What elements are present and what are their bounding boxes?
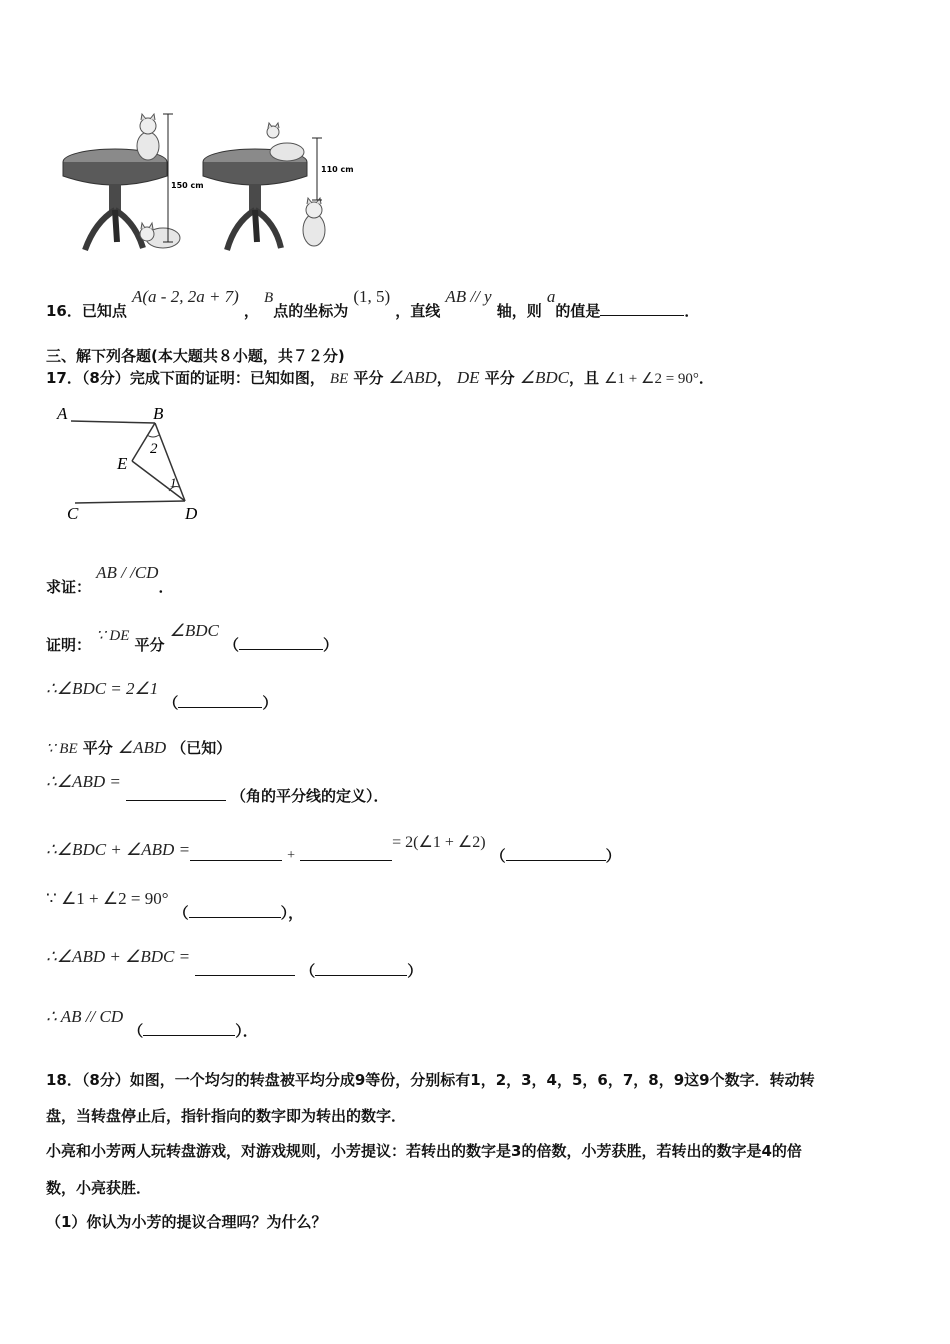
- angle-2-arc: [147, 435, 159, 437]
- q17-geometry-figure: [55, 403, 215, 523]
- label-2: 2: [150, 441, 158, 457]
- left-table-illustration: [63, 114, 180, 250]
- q17-step5-blank-2[interactable]: [300, 846, 392, 861]
- q18-line-1: 18．（8分）如图，一个均匀的转盘被平均分成9等份，分别标有1，2，3，4，5，6，7，8，9这9个数字．转动转: [46, 1071, 815, 1089]
- q17-step5-expr: ∴∠BDC + ∠ABD =: [46, 840, 191, 859]
- q17-proof-step-5: [46, 831, 621, 865]
- q17-de: DE: [456, 368, 480, 387]
- q17-text-3: ，: [436, 369, 452, 387]
- cat-on-floor-icon: [140, 223, 180, 248]
- q17-angle-bdc: ∠BDC: [519, 368, 569, 387]
- q17-prove-end: ．: [158, 578, 174, 596]
- q16-answer-blank[interactable]: [600, 301, 684, 316]
- label-d: D: [185, 504, 198, 523]
- q17-step5-plus: +: [287, 848, 296, 863]
- q17-step6-blank[interactable]: [189, 903, 281, 918]
- q18-line-2: 盘，当转盘停止后，指针指向的数字即为转出的数字．: [46, 1107, 407, 1125]
- question-16: [46, 286, 700, 320]
- tables-cats-figure: [55, 110, 375, 260]
- cat-lying-on-table-icon: [267, 123, 304, 161]
- right-measure-label: 110 cm: [321, 165, 354, 174]
- q17-angle-abd: ∠ABD: [388, 368, 437, 387]
- q17-proof-step-3: [46, 737, 231, 758]
- q17-step1-because: ∵ DE: [96, 628, 130, 644]
- q17-step3-text: 平分: [82, 739, 113, 757]
- q17-prove-label: 求证：: [46, 578, 92, 596]
- q17-be: BE: [329, 371, 349, 387]
- q17-step3-reason: （已知）: [171, 739, 232, 757]
- q17-step4-blank[interactable]: [126, 786, 226, 801]
- question-17-stem: [46, 367, 714, 388]
- q17-condition: ∠1 + ∠2 = 90°: [604, 371, 699, 387]
- label-e: E: [117, 454, 128, 473]
- q17-proof-label: 证明：: [46, 636, 92, 654]
- q17-proof-step-4: [46, 771, 389, 805]
- q17-step5-paren-right: ）: [605, 847, 621, 865]
- q17-step8-expr: ∴ AB // CD: [46, 1007, 124, 1026]
- q17-proof-step-6: [46, 888, 304, 922]
- q17-step4-reason: （角的平分线的定义）．: [231, 787, 389, 805]
- q17-step2-blank[interactable]: [178, 693, 262, 708]
- line-cd: [75, 501, 185, 503]
- left-measure-label: 150 cm: [171, 181, 204, 190]
- q17-step4-expr: ∴∠ABD =: [46, 772, 121, 791]
- q16-number: 16．: [46, 302, 82, 320]
- q16-text-6: 的值是: [555, 302, 601, 320]
- q17-number: 17．: [46, 369, 82, 387]
- q17-step7-paren-left: （: [300, 962, 316, 980]
- q17-step6-expr: ∵ ∠1 + ∠2 = 90°: [46, 889, 169, 908]
- q17-step8-paren-left: （: [128, 1022, 144, 1040]
- q16-point-b: B: [264, 290, 274, 306]
- label-b: B: [153, 404, 164, 423]
- q17-score: （8分）: [81, 369, 130, 387]
- q17-step5-paren-left: （: [490, 847, 506, 865]
- q16-text-2: ，: [243, 302, 259, 320]
- q16-text-4: ，直线: [395, 302, 441, 320]
- right-table-illustration: [203, 123, 325, 250]
- q17-step7-paren-right: ）: [407, 962, 423, 980]
- q17-step3-because: ∵ BE: [46, 741, 78, 757]
- q16-line-ab: AB // y: [445, 287, 492, 306]
- q17-step1-blank[interactable]: [239, 635, 323, 650]
- q16-text-1: 已知点: [81, 302, 127, 320]
- cat-standing-floor-icon: [303, 198, 325, 246]
- q17-proof-step-8: [46, 1006, 258, 1040]
- q17-to-prove: [46, 562, 174, 596]
- q17-step5-blank-3[interactable]: [506, 846, 606, 861]
- q16-text-7: ．: [684, 302, 700, 320]
- q17-step1-text: 平分: [134, 636, 165, 654]
- label-1: 1: [170, 475, 177, 490]
- q16-text-5: 轴，则: [496, 302, 542, 320]
- line-ab: [71, 421, 155, 423]
- label-a: A: [57, 404, 68, 423]
- q17-text-5: ，且: [568, 369, 599, 387]
- q17-text-4: 平分: [484, 369, 515, 387]
- q16-point-a: A(a - 2, 2a + 7): [131, 287, 239, 306]
- q18-line-3: 小亮和小芳两人玩转盘游戏，对游戏规则，小芳提议：若转出的数字是3的倍数，小芳获胜，若转出的数字是4的倍: [46, 1142, 802, 1160]
- q17-step1-paren-right: ）: [322, 636, 338, 654]
- q16-text-3: 点的坐标为: [273, 302, 349, 320]
- q16-coord-b: (1, 5): [353, 287, 391, 306]
- q16-var-a: a: [546, 287, 556, 306]
- q17-text-1: 完成下面的证明：已知如图，: [129, 369, 325, 387]
- q18-subquestion-1: （1）你认为小芳的提议合理吗？为什么？: [46, 1213, 327, 1231]
- q17-text-2: 平分: [353, 369, 384, 387]
- label-c: C: [67, 504, 79, 523]
- section-3-heading: 三、解下列各题(本大题共８小题，共７２分): [46, 347, 345, 365]
- q17-step2-expr: ∴∠BDC = 2∠1: [46, 679, 159, 698]
- q17-step1-paren-left: （: [223, 636, 239, 654]
- q17-proof-step-7: [46, 946, 423, 980]
- q17-text-6: ．: [698, 369, 714, 387]
- q17-step3-angle: ∠ABD: [117, 738, 167, 757]
- cat-on-table-icon: [137, 114, 159, 160]
- q17-step2-paren-left: （: [163, 694, 179, 712]
- q17-step7-expr: ∴∠ABD + ∠BDC =: [46, 947, 191, 966]
- q17-step6-paren-left: （: [173, 904, 189, 922]
- q17-step8-paren-right: ）．: [235, 1022, 258, 1040]
- q17-step6-paren-right: ），: [280, 904, 304, 922]
- q17-step7-blank-2[interactable]: [315, 961, 407, 976]
- q18-line-4: 数，小亮获胜．: [46, 1179, 152, 1197]
- q17-step5-eq: = 2(∠1 + ∠2): [392, 834, 486, 851]
- q17-prove-statement: AB / /CD: [96, 563, 159, 582]
- q17-proof-step-2: [46, 678, 278, 712]
- q17-step1-angle: ∠BDC: [169, 621, 219, 640]
- q17-proof-step-1: [46, 620, 338, 654]
- q17-step8-blank[interactable]: [143, 1021, 235, 1036]
- q17-step7-blank-1[interactable]: [195, 961, 295, 976]
- q17-step5-blank-1[interactable]: [190, 846, 282, 861]
- q17-step2-paren-right: ）: [262, 694, 278, 712]
